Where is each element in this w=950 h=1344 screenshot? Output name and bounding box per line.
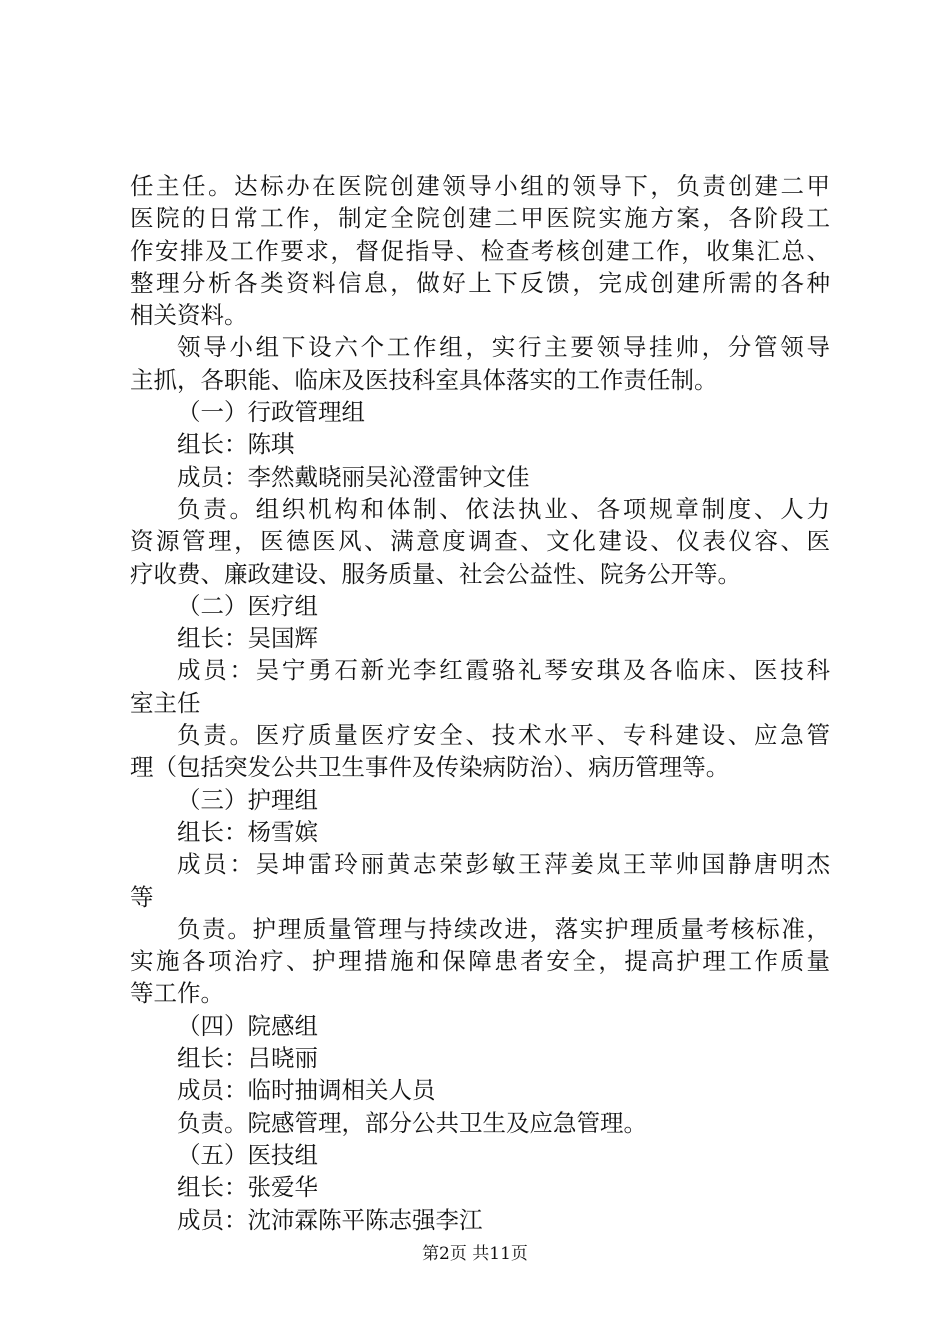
text-line: 负责。院感管理，部分公共卫生及应急管理。 [177, 1108, 647, 1137]
text-line: 整理分析各类资料信息，做好上下反馈，完成创建所需的各种 [130, 268, 830, 297]
text-line: 相关资料。 [130, 301, 248, 330]
group-leader: 组长：杨雪嫔 [177, 817, 318, 846]
group-members: 成员：沈沛霖陈平陈志强李江 [177, 1205, 483, 1234]
text-line: 资源管理，医德医风、满意度调查、文化建设、仪表仪容、医 [130, 527, 830, 556]
document-body [130, 170, 830, 1236]
section-heading: （三）护理组 [177, 785, 318, 814]
text-line: 负责。组织机构和体制、依法执业、各项规章制度、人力 [177, 494, 830, 523]
section-heading: （五）医技组 [177, 1140, 318, 1169]
section-heading: （四）院感组 [177, 1011, 318, 1040]
page-footer: 第2页 共11页 [422, 1244, 528, 1264]
group-leader: 组长：张爱华 [177, 1173, 318, 1202]
group-leader: 组长：吴国辉 [177, 624, 318, 653]
text-line: 实施各项治疗、护理措施和保障患者安全，提高护理工作质量 [130, 947, 830, 976]
group-members: 成员：吴宁勇石新光李红霞骆礼琴安琪及各临床、医技科 [177, 656, 830, 685]
text-line: 任主任。达标办在医院创建领导小组的领导下，负责创建二甲 [130, 172, 830, 200]
text-line: 负责。护理质量管理与持续改进，落实护理质量考核标准， [177, 914, 830, 943]
text-line: 医院的日常工作，制定全院创建二甲医院实施方案，各阶段工 [130, 204, 830, 233]
group-members: 成员：吴坤雷玲丽黄志荣彭敏王萍姜岚王苹帅国静唐明杰 [177, 850, 830, 879]
text-line: 等 [130, 882, 154, 911]
text-line: 疗收费、廉政建设、服务质量、社会公益性、院务公开等。 [130, 559, 741, 588]
group-members: 成员：临时抽调相关人员 [177, 1076, 436, 1105]
text-line: 等工作。 [130, 979, 224, 1008]
section-heading: （二）医疗组 [177, 591, 318, 620]
group-members: 成员：李然戴晓丽吴沁澄雷钟文佳 [177, 462, 530, 491]
group-leader: 组长：吕晓丽 [177, 1044, 318, 1073]
text-line: 主抓，各职能、临床及医技科室具体落实的工作责任制。 [130, 365, 718, 394]
text-line: 领导小组下设六个工作组，实行主要领导挂帅，分管领导 [177, 333, 830, 362]
text-line: 室主任 [130, 688, 201, 717]
text-line: 作安排及工作要求，督促指导、检查考核创建工作，收集汇总、 [130, 236, 830, 265]
group-leader: 组长：陈琪 [177, 430, 295, 459]
text-line: 理（包括突发公共卫生事件及传染病防治）、病历管理等。 [130, 753, 730, 782]
section-heading: （一）行政管理组 [177, 398, 365, 427]
text-line: 负责。医疗质量医疗安全、技术水平、专科建设、应急管 [177, 721, 830, 750]
